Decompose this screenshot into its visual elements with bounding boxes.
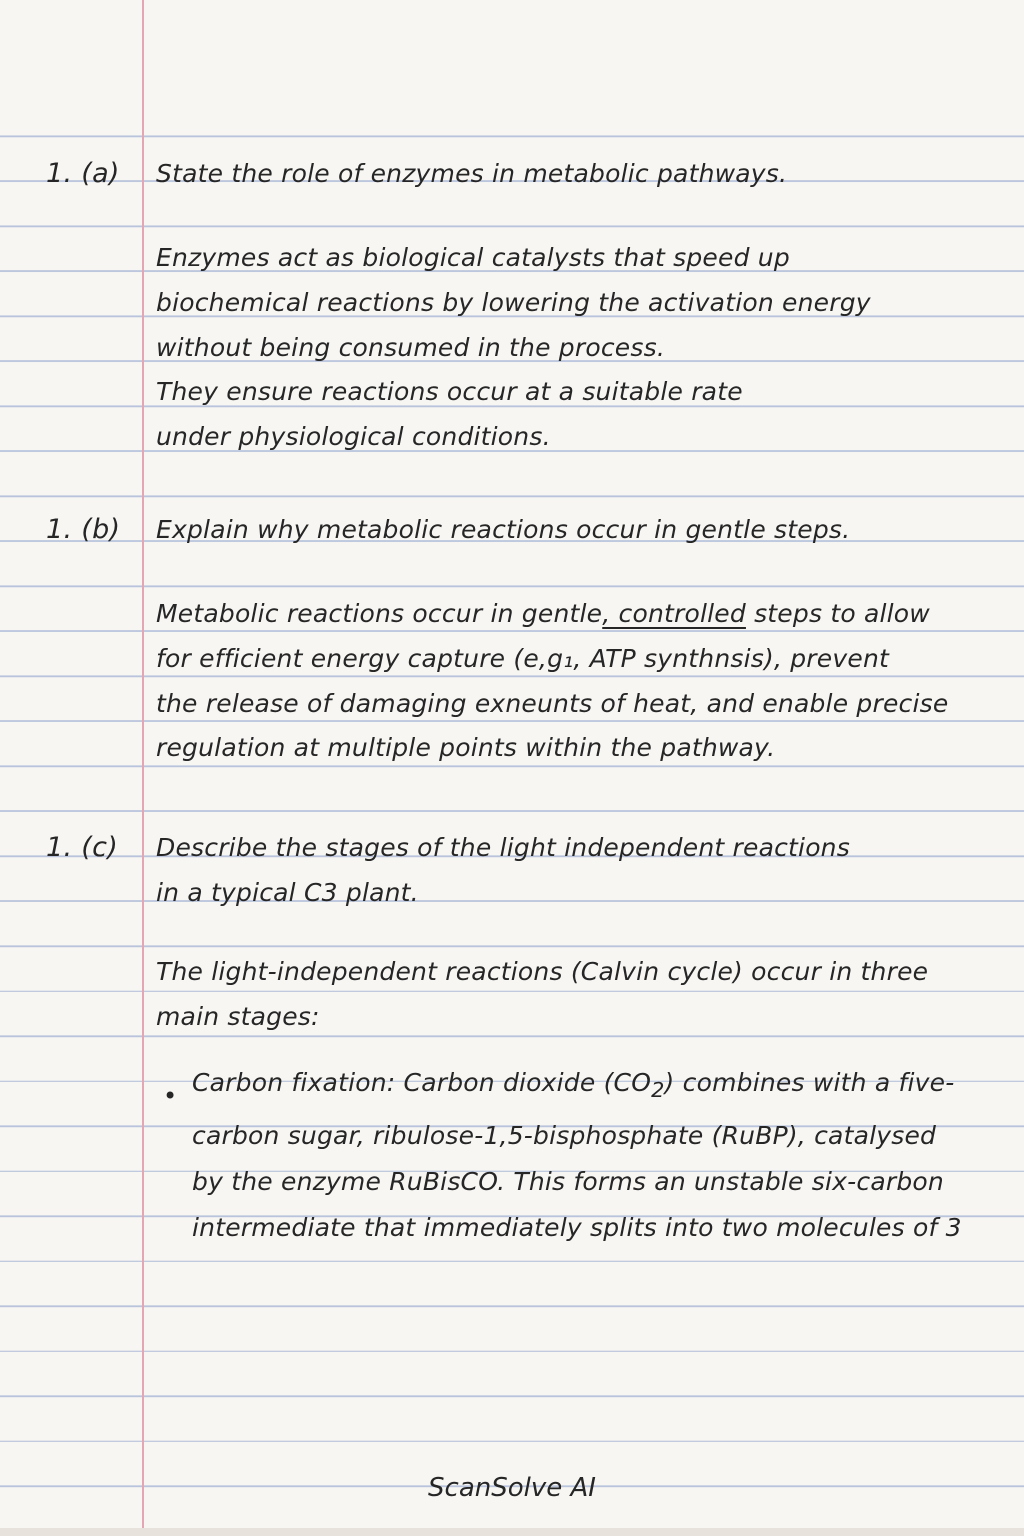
margin-line (142, 0, 144, 1536)
answer-b-part2: steps to allow for efficient energy capture (e,g₁, ATP synthnsis), prevent the release of damaging exneunts of heat, and enable precise regulation at multiple points within the pathway. (156, 599, 949, 763)
bullet-point-icon: • (163, 1082, 178, 1110)
question-number-a: 1. (a) (46, 158, 120, 189)
footer-brand: ScanSolve AI (428, 1473, 596, 1503)
bullet-subscript: 2 (651, 1078, 665, 1102)
bullet-term: Carbon fixation: (192, 1068, 396, 1097)
answer-b-part1: Metabolic reactions occur in gentle (156, 599, 603, 628)
question-prompt-b: Explain why metabolic reactions occur in gentle steps. (156, 515, 851, 544)
answer-c-bullet (192, 1060, 972, 1251)
answer-a: Enzymes act as biological catalysts that speed up biochemical reactions by lowering the activation energy without being consumed in the process. They ensure reactions occur at a suitable rate under physiological conditions. (156, 243, 871, 452)
question-prompt-a: State the role of enzymes in metabolic pathways. (156, 159, 788, 188)
answer-b (156, 592, 1006, 771)
bullet-text-2: ) combines with a five-carbon sugar, ribulose-1,5-bisphosphate (RuBP), catalysed by the enzyme RuBisCO. This forms an unstable six-carbon intermediate that immediately splits into two molecules of 3 (192, 1068, 962, 1242)
question-number-b: 1. (b) (46, 514, 121, 545)
answer-b-underlined: , controlled (602, 599, 746, 628)
question-prompt-c: Describe the stages of the light independent reactions in a typical C3 plant. (156, 833, 850, 907)
page-bottom-edge (0, 1528, 1024, 1536)
answer-c-intro: The light-independent reactions (Calvin cycle) occur in three main stages: (156, 957, 929, 1031)
question-number-c: 1. (c) (46, 832, 119, 863)
bullet-text-1: Carbon dioxide (CO (395, 1068, 652, 1097)
